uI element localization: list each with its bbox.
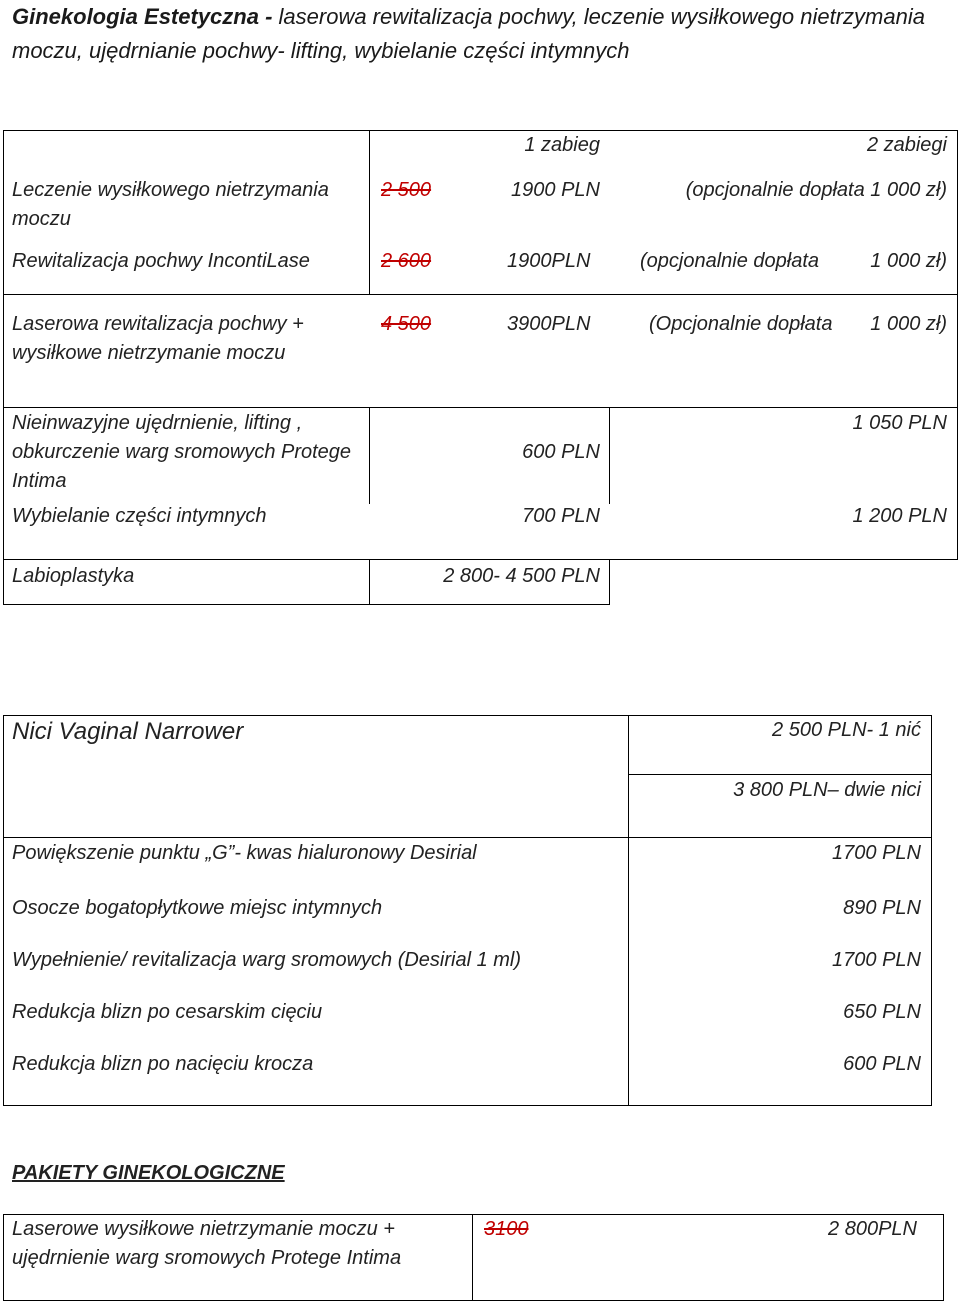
- price: 650 PLN: [843, 1001, 921, 1023]
- price: 700 PLN: [522, 505, 600, 527]
- price: 1700 PLN: [832, 949, 921, 971]
- old-price: 2 500: [381, 179, 432, 201]
- old-price: 4 500: [381, 313, 432, 335]
- price: 1900 PLN: [511, 179, 600, 201]
- price-two-treatments: 1 200 PLN: [852, 505, 947, 527]
- table-row-name: Wypełnienie/ revitalizacja warg sromowych (Desirial 1 ml): [12, 949, 522, 971]
- header-two-treatments: 2 zabiegi: [866, 134, 947, 156]
- optional-fee-amount: 1 000 zł): [870, 250, 947, 272]
- price: 3 800 PLN– dwie nici: [733, 779, 921, 801]
- old-price: 3100: [484, 1218, 529, 1240]
- page-title: [12, 0, 942, 68]
- price: 600 PLN: [522, 441, 600, 463]
- table-row-name: Leczenie wysiłkowego nietrzymania moczu: [12, 179, 329, 230]
- optional-fee-amount: 1 000 zł): [870, 313, 947, 335]
- table-row-name: Redukcja blizn po cesarskim cięciu: [12, 1001, 323, 1023]
- price: 3900PLN: [507, 313, 591, 335]
- package-name: Laserowe wysiłkowe nietrzymanie moczu + ujędrnienie warg sromowych Protege Intima: [12, 1218, 402, 1269]
- price: 2 500 PLN- 1 nić: [772, 719, 921, 741]
- price: 1900PLN: [507, 250, 591, 272]
- table-row-name: Labioplastyka: [12, 565, 135, 587]
- price: 2 800- 4 500 PLN: [443, 565, 600, 587]
- old-price: 2 600: [381, 250, 432, 272]
- page-title-bold: Ginekologia Estetyczna -: [12, 4, 273, 29]
- table-row-name: Redukcja blizn po nacięciu krocza: [12, 1053, 314, 1075]
- table-row-name: Rewitalizacja pochwy IncontiLase: [12, 250, 310, 272]
- table-row-name: Nieinwazyjne ujędrnienie, lifting , obkurczenie warg sromowych Protege Intima: [12, 412, 352, 492]
- table-row-name: Powiększenie punktu „G”- kwas hialuronowy Desirial: [12, 842, 477, 864]
- optional-fee: (opcjonalnie dopłata: [640, 250, 820, 272]
- table-row-name: Wybielanie części intymnych: [12, 505, 267, 527]
- table-row-name: Osocze bogatopłytkowe miejsc intymnych: [12, 897, 383, 919]
- section-title: Nici Vaginal Narrower: [12, 718, 244, 745]
- price: 2 800PLN: [828, 1218, 917, 1240]
- price: 600 PLN: [843, 1053, 921, 1075]
- price-two-treatments: 1 050 PLN: [852, 412, 947, 434]
- table-row-name: Laserowa rewitalizacja pochwy + wysiłkowe nietrzymanie moczu: [12, 313, 304, 364]
- header-one-treatment: 1 zabieg: [524, 134, 600, 156]
- packages-heading: PAKIETY GINEKOLOGICZNE: [12, 1162, 285, 1184]
- page-title-subtitle: laserowa rewitalizacja pochwy, leczenie wysiłkowego nietrzymania moczu, ujędrnianie pochwy- lifting, wybielanie części intymnych: [12, 4, 925, 63]
- price: 890 PLN: [843, 897, 921, 919]
- optional-fee: (opcjonalnie dopłata 1 000 zł): [685, 179, 947, 201]
- price: 1700 PLN: [832, 842, 921, 864]
- optional-fee: (Opcjonalnie dopłata: [649, 313, 833, 335]
